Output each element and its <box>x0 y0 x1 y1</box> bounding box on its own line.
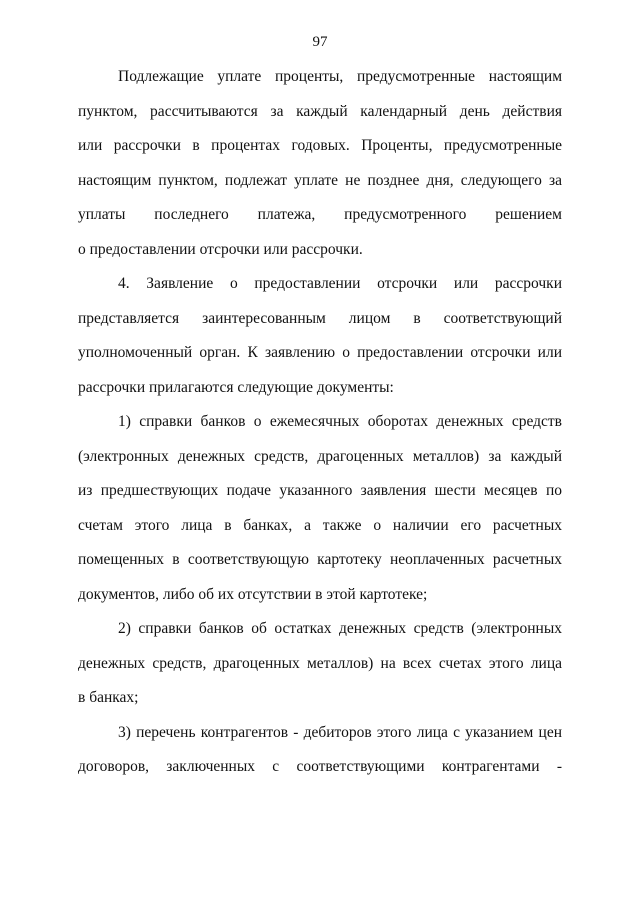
text-line: из предшествующих подаче указанного заявления шести месяцев по <box>78 482 562 499</box>
text-line: представляется заинтересованным лицом в соответствующий <box>78 309 562 327</box>
paragraph-item-4 <box>78 267 562 405</box>
text-line: рассрочки прилагаются следующие документы: <box>78 378 394 396</box>
paragraph-subitem-3 <box>78 716 562 785</box>
text-line: или рассрочки в процентах годовых. Проценты, предусмотренные <box>78 137 562 154</box>
paragraph-subitem-1 <box>78 405 562 612</box>
text-line: 1) справки банков о ежемесячных оборотах денежных средств <box>118 413 562 430</box>
text-line: в банках; <box>78 689 139 706</box>
text-line: денежных средств, драгоценных металлов) на всех счетах этого лица <box>78 654 562 672</box>
text-line: настоящим пунктом, подлежат уплате не позднее дня, следующего за <box>78 171 562 189</box>
text-line: 4. Заявление о предоставлении отсрочки или рассрочки <box>118 275 562 292</box>
text-line: 2) справки банков об остатках денежных средств (электронных <box>118 620 562 637</box>
text-line: договоров, заключенных с соответствующими контрагентами - <box>78 758 562 775</box>
text-line: о предоставлении отсрочки или рассрочки. <box>78 240 363 258</box>
text-line: Подлежащие уплате проценты, предусмотренные настоящим <box>118 68 562 85</box>
text-line: документов, либо об их отсутствии в этой картотеке; <box>78 585 428 603</box>
text-line: (электронных денежных средств, драгоценных металлов) за каждый <box>78 447 562 465</box>
text-line: уполномоченный орган. К заявлению о предоставлении отсрочки или <box>78 344 562 361</box>
paragraph-subitem-2 <box>78 612 562 716</box>
text-line: пунктом, рассчитываются за каждый календарный день действия <box>78 102 562 120</box>
text-line: помещенных в соответствующую картотеку неоплаченных расчетных <box>78 551 562 568</box>
page-number: 97 <box>312 34 328 50</box>
text-line: уплаты последнего платежа, предусмотренного решением <box>78 206 562 223</box>
text-line: 3) перечень контрагентов - дебиторов этого лица с указанием цен <box>118 723 562 741</box>
document-body <box>78 60 562 785</box>
paragraph-interest <box>78 60 562 267</box>
text-line: счетам этого лица в банках, а также о наличии его расчетных <box>78 516 562 534</box>
